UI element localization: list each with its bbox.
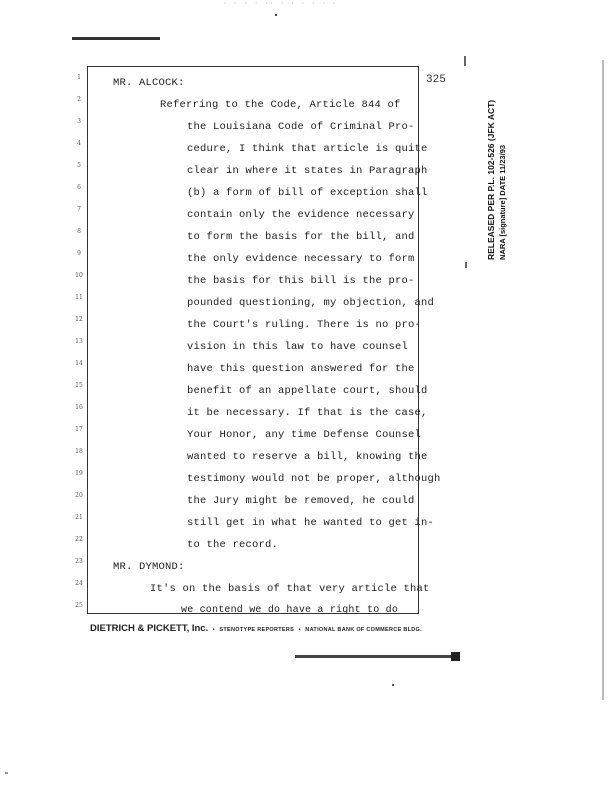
transcript-line: Referring to the Code, Article 844 of <box>160 99 401 111</box>
line-number: 3 <box>77 118 81 125</box>
court-reporter-footer <box>90 618 422 636</box>
line-number: 18 <box>75 448 83 455</box>
line-number: 4 <box>77 140 81 147</box>
line-number: 1 <box>77 74 81 81</box>
line-number: 19 <box>75 470 83 477</box>
transcript-line: it be necessary. If that is the case, <box>187 407 428 419</box>
speaker-label: MR. DYMOND: <box>113 561 185 573</box>
line-number: 23 <box>75 558 83 565</box>
scan-speck <box>5 772 8 774</box>
transcript-line: to form the basis for the bill, and <box>187 231 415 243</box>
footer-separator: • <box>212 627 215 633</box>
line-number: 21 <box>75 514 83 521</box>
transcript-line: clear in where it states in Paragraph <box>187 165 428 177</box>
transcript-line: the Louisiana Code of Criminal Pro- <box>187 121 415 133</box>
scan-speck <box>275 14 277 16</box>
top-margin-mark <box>72 37 160 40</box>
line-number: 2 <box>77 96 81 103</box>
line-number: 5 <box>77 162 81 169</box>
footer-address-text: NATIONAL BANK OF COMMERCE BLDG. <box>305 627 422 633</box>
transcript-line: still get in what he wanted to get in- <box>187 517 435 529</box>
line-number: 8 <box>77 228 81 235</box>
line-number: 16 <box>75 404 83 411</box>
line-number: 15 <box>75 382 83 389</box>
line-number: 20 <box>75 492 83 499</box>
footer-reporters-text: STENOTYPE REPORTERS <box>219 627 295 633</box>
line-number: 25 <box>75 602 83 609</box>
line-number: 7 <box>77 206 81 213</box>
line-number: 24 <box>75 580 83 587</box>
transcript-line: It's on the basis of that very article that <box>150 583 430 595</box>
transcript-line: Your Honor, any time Defense Counsel <box>187 429 422 441</box>
line-number: 6 <box>77 184 81 191</box>
transcript-line: contain only the evidence necessary <box>187 209 415 221</box>
transcript-line: testimony would not be proper, although <box>187 473 441 485</box>
transcript-line: to the record. <box>187 539 279 551</box>
release-stamp <box>476 60 516 260</box>
bottom-mark-end <box>451 652 460 661</box>
scan-edge-line <box>602 60 604 700</box>
transcript-line: the Court's ruling. There is no pro- <box>187 319 422 331</box>
transcript-line: cedure, I think that article is quite <box>187 143 428 155</box>
line-number: 10 <box>75 272 83 279</box>
transcript-line: wanted to reserve a bill, knowing the <box>187 451 428 463</box>
release-stamp-line: RELEASED PER P.L. 102-526 (JFK ACT) <box>486 99 496 260</box>
line-number: 22 <box>75 536 83 543</box>
line-number: 9 <box>77 250 81 257</box>
transcript-line: vision in this law to have counsel <box>187 341 409 353</box>
line-number: 11 <box>75 294 83 301</box>
line-number: 14 <box>75 360 83 367</box>
line-number: 12 <box>75 316 83 323</box>
transcript-line: have this question answered for the <box>187 363 415 375</box>
transcript-line: the only evidence necessary to form <box>187 253 415 265</box>
footer-separator: • <box>298 627 301 633</box>
scan-edge-mark <box>465 262 467 268</box>
line-number: 17 <box>75 426 83 433</box>
transcript-line: we contend we do have a right to do <box>181 605 399 616</box>
line-number: 13 <box>75 338 83 345</box>
page-number: 325 <box>426 74 446 86</box>
transcript-line: the basis for this bill is the pro- <box>187 275 415 287</box>
transcript-line: pounded questioning, my objection, and <box>187 297 435 309</box>
faint-header-text: · · · · ·· · · · · · · <box>222 0 338 8</box>
transcript-line: the Jury might be removed, he could <box>187 495 415 507</box>
reporter-firm-name: DIETRICH & PICKETT, Inc. <box>90 623 209 634</box>
speaker-label: MR. ALCOCK: <box>113 77 185 89</box>
bottom-margin-mark <box>295 655 455 658</box>
scan-edge-mark <box>464 56 466 66</box>
transcript-line: (b) a form of bill of exception shall <box>187 187 428 199</box>
release-stamp-nara-date: NARA [signature] DATE 11/23/93 <box>498 144 507 260</box>
scan-speck <box>392 684 394 686</box>
transcript-line: benefit of an appellate court, should <box>187 385 428 397</box>
